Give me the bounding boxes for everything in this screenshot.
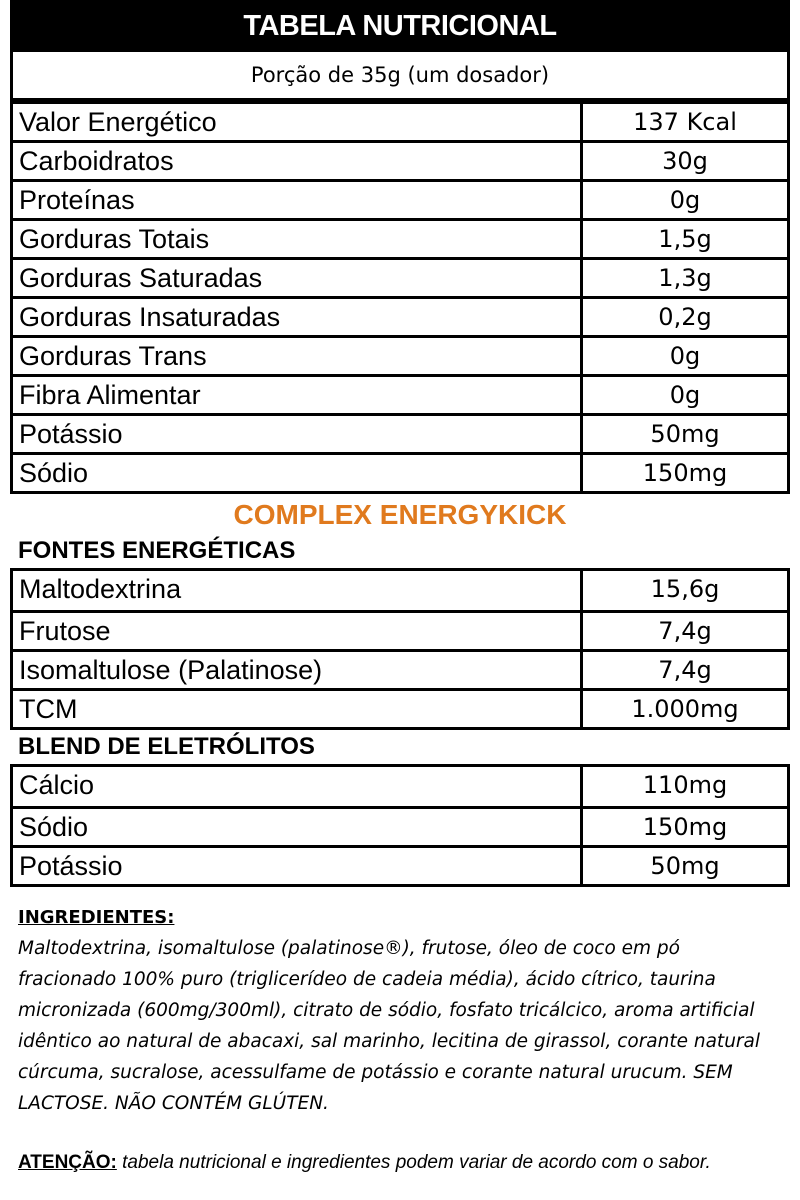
table-row xyxy=(13,335,787,374)
ingredient-value: 110mg xyxy=(642,771,728,799)
ingredient-value: 15,6g xyxy=(650,575,720,603)
nutrition-label-sheet xyxy=(10,0,790,1176)
nutrition-table xyxy=(10,52,790,494)
nutrient-label: Gorduras Saturadas xyxy=(13,260,583,296)
table-row xyxy=(13,179,787,218)
ingredient-value: 7,4g xyxy=(658,617,712,645)
nutrient-value: 150mg xyxy=(642,459,728,487)
electrolytes-table xyxy=(10,764,790,887)
ingredient-label: Frutose xyxy=(13,613,583,649)
nutrient-label: Gorduras Trans xyxy=(13,338,583,374)
table-row xyxy=(13,257,787,296)
ingredients-text: Maltodextrina, isomaltulose (palatinose®), frutose, óleo de coco em pó fracionado 100% puro (triglicerídeo de cadeia média), ácido cítrico, taurina micronizada (600mg/300ml), citrato de sódio, fosfato tricálcico, aroma artificial idêntico ao natural de abacaxi, sal marinho, lecitina de girassol, corante natural cúrcuma, sucralose, acessulfame de potássio e corante natural urucum. SEM LACTOSE. NÃO CONTÉM GLÚTEN. xyxy=(18,938,760,1114)
nutrient-label: Valor Energético xyxy=(13,104,583,140)
nutrient-label: Gorduras Insaturadas xyxy=(13,299,583,335)
ingredient-label: Maltodextrina xyxy=(13,571,583,610)
nutrient-label: Carboidratos xyxy=(13,143,583,179)
ingredient-value: 7,4g xyxy=(658,656,712,684)
nutrient-value: 137 Kcal xyxy=(633,108,737,136)
attention-text: tabela nutricional e ingredientes podem variar de acordo com o sabor. xyxy=(122,1152,711,1173)
ingredient-label: TCM xyxy=(13,691,583,727)
electrolytes-heading: BLEND DE ELETRÓLITOS xyxy=(18,733,315,760)
portion-size: Porção de 35g (um dosador) xyxy=(13,52,787,101)
ingredients-section xyxy=(10,905,790,1119)
table-row xyxy=(13,806,787,845)
table-row xyxy=(13,845,787,884)
complex-title: COMPLEX ENERGYKICK xyxy=(233,499,567,530)
nutrient-value: 50mg xyxy=(650,420,720,448)
ingredient-label: Cálcio xyxy=(13,767,583,806)
table-row xyxy=(13,218,787,257)
nutrient-value: 30g xyxy=(662,147,708,175)
nutrient-value: 0g xyxy=(669,342,701,370)
nutrient-value: 0,2g xyxy=(658,303,712,331)
table-row xyxy=(13,767,787,806)
ingredient-label: Sódio xyxy=(13,809,583,845)
table-row xyxy=(13,140,787,179)
attention-label: ATENÇÃO: xyxy=(18,1152,117,1173)
ingredients-heading: INGREDIENTES: xyxy=(18,907,175,928)
attention-note xyxy=(10,1149,790,1176)
ingredient-value: 150mg xyxy=(642,813,728,841)
table-row xyxy=(13,413,787,452)
ingredient-value: 1.000mg xyxy=(631,695,739,723)
table-row xyxy=(13,374,787,413)
table-row xyxy=(13,571,787,610)
nutrient-label: Potássio xyxy=(13,416,583,452)
table-row xyxy=(13,649,787,688)
nutrient-label: Gorduras Totais xyxy=(13,221,583,257)
nutrient-value: 0g xyxy=(669,381,701,409)
ingredient-label: Potássio xyxy=(13,848,583,884)
nutrient-label: Fibra Alimentar xyxy=(13,377,583,413)
table-title: TABELA NUTRICIONAL xyxy=(10,0,790,52)
energy-sources-table xyxy=(10,568,790,730)
nutrient-value: 1,5g xyxy=(658,225,712,253)
table-row xyxy=(13,452,787,491)
nutrient-label: Sódio xyxy=(13,455,583,491)
nutrient-value: 0g xyxy=(669,186,701,214)
table-row xyxy=(13,610,787,649)
nutrient-value: 1,3g xyxy=(658,264,712,292)
energy-sources-heading: FONTES ENERGÉTICAS xyxy=(18,537,296,564)
table-row xyxy=(13,101,787,140)
ingredient-value: 50mg xyxy=(650,852,720,880)
ingredient-label: Isomaltulose (Palatinose) xyxy=(13,652,583,688)
table-row xyxy=(13,296,787,335)
table-row xyxy=(13,688,787,727)
nutrient-label: Proteínas xyxy=(13,182,583,218)
